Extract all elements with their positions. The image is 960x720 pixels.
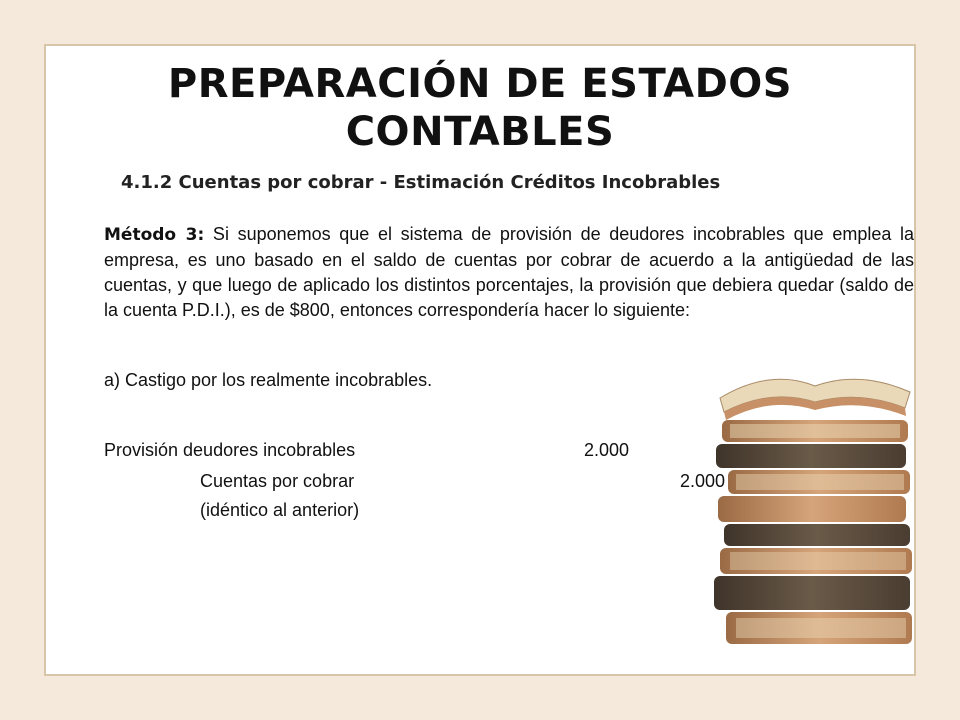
books-stack-image — [700, 368, 920, 650]
title-line-1: PREPARACIÓN DE ESTADOS — [167, 61, 793, 107]
slide-subtitle: 4.1.2 Cuentas por cobrar - Estimación Créditos Incobrables — [121, 172, 721, 193]
credit-account: Cuentas por cobrar — [200, 471, 355, 491]
step-a-text: a) Castigo por los realmente incobrables. — [104, 370, 433, 390]
method-label: Método 3: — [104, 225, 205, 245]
slide-title — [0, 60, 960, 156]
debit-account: Provisión deudores incobrables — [104, 440, 356, 460]
method-paragraph — [104, 222, 914, 323]
entry-note: (idéntico al anterior) — [200, 500, 360, 520]
credit-amount: 2.000 — [680, 471, 726, 491]
debit-amount: 2.000 — [584, 440, 630, 460]
title-line-2: CONTABLES — [345, 109, 615, 155]
method-description: Si suponemos que el sistema de provisión de deudores incobrables que emplea la empresa, es uno basado en el saldo de cuentas por cobrar de acuerdo a la antigüedad de las cuentas, y que luego de aplicado los distintos porcentajes, la provisión que debiera quedar (saldo de la cuenta P.D.I.), es de $800, entonces correspondería hacer lo siguiente: — [104, 224, 915, 320]
